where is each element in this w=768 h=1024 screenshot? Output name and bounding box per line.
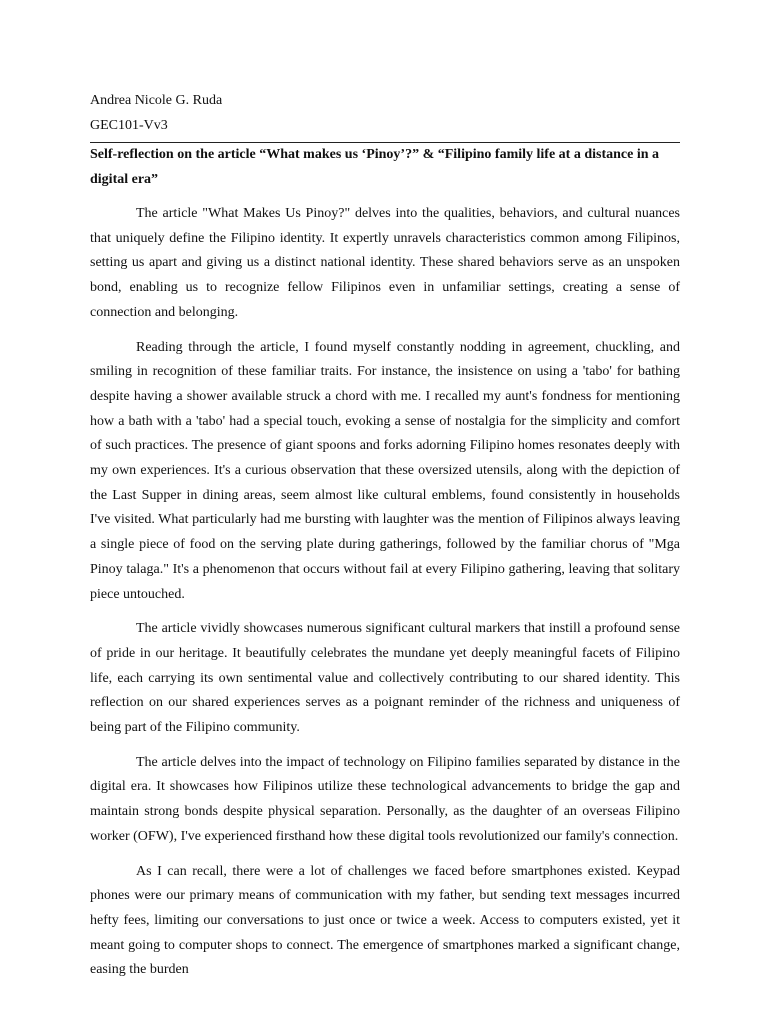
paragraph: Reading through the article, I found myself constantly nodding in agreement, chuckling, and smiling in recognition of these familiar traits. For instance, the insistence on using a 'tabo' for bathing despite having a shower available struck a chord with me. I recalled my aunt's fondness for mentioning how a bath with a 'tabo' had a special touch, evoking a sense of nostalgia for the simplicity and comfort of such practices. The presence of giant spoons and forks adorning Filipino homes resonates deeply with my own experiences. It's a curious observation that these oversized utensils, along with the depiction of the Last Supper in dining areas, seem almost like cultural emblems, found consistently in households I've visited. What particularly had me bursting with laughter was the mention of Filipinos always leaving a single piece of food on the serving plate during gatherings, followed by the familiar chorus of "Mga Pinoy talaga." It's a phenomenon that occurs without fail at every Filipino gathering, leaving that solitary piece untouched. bbox=[90, 339, 680, 602]
document-title: Self-reflection on the article “What makes us ‘Pinoy’?” & “Filipino family life at a distance in a digital era” bbox=[90, 147, 660, 187]
paragraph: The article "What Makes Us Pinoy?" delves into the qualities, behaviors, and cultural nuances that uniquely define the Filipino identity. It expertly unravels characteristics common among Filipinos, setting us apart and giving us a distinct national identity. These shared behaviors serve as an unspoken bond, enabling us to recognize fellow Filipinos even in unfamiliar settings, creating a sense of connection and belonging. bbox=[90, 206, 680, 320]
paragraph: As I can recall, there were a lot of challenges we faced before smartphones existed. Keypad phones were our primary means of communication with my father, but sending text messages incurred hefty fees, limiting our conversations to just once or twice a week. Access to computers existed, yet it meant going to computer shops to connect. The emergence of smartphones marked a significant change, easing the burden bbox=[90, 863, 680, 978]
paragraph: The article delves into the impact of technology on Filipino families separated by distance in the digital era. It showcases how Filipinos utilize these technological advancements to bridge the gap and maintain strong bonds despite physical separation. Personally, as the daughter of an overseas Filipino worker (OFW), I've experienced firsthand how these digital tools revolutionized our family's connection. bbox=[90, 754, 680, 844]
paragraph: The article vividly showcases numerous significant cultural markers that instill a profound sense of pride in our heritage. It beautifully celebrates the mundane yet deeply meaningful facets of Filipino life, each carrying its own sentimental value and collectively contributing to our shared identity. This reflection on our shared experiences serves as a poignant reminder of the richness and uniqueness of being part of the Filipino community. bbox=[90, 621, 680, 736]
document-page bbox=[90, 88, 680, 993]
course-code: GEC101-Vv3 bbox=[90, 118, 168, 133]
author-name: Andrea Nicole G. Ruda bbox=[90, 93, 223, 108]
